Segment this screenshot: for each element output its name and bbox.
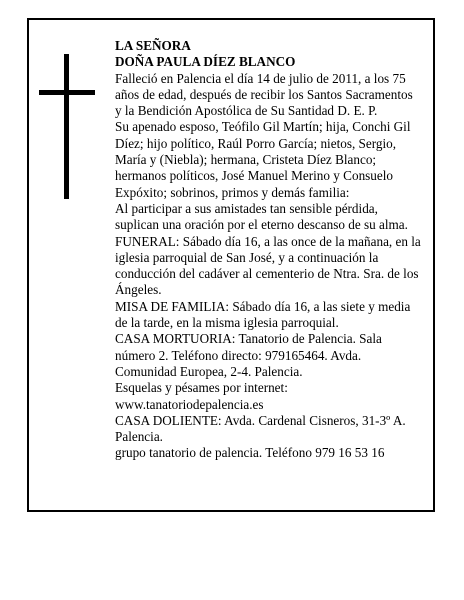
deceased-name: DOÑA PAULA DÍEZ BLANCO <box>115 54 296 70</box>
family-mass-paragraph: MISA DE FAMILIA: Sábado día 16, a las siete y media de la tarde, en la misma iglesia parroquial. <box>115 298 411 331</box>
mourning-house-paragraph: CASA DOLIENTE: Avda. Cardenal Cisneros, 31-3º A. Palencia. <box>115 412 406 445</box>
obituary-text <box>115 38 421 462</box>
death-paragraph: Falleció en Palencia el día 14 de julio de 2011, a los 75 años de edad, después de recibir los Santos Sacramentos y la Bendición Apostólica de Su Santidad D. E. P. <box>115 70 413 119</box>
mortuary-paragraph: CASA MORTUORIA: Tanatorio de Palencia. Sala número 2. Teléfono directo: 979165464. Avda. Comunidad Europea, 2-4. Palencia. <box>115 331 382 379</box>
title-line-1: LA SEÑORA <box>115 38 191 53</box>
condolences-paragraph: Esquelas y pésames por internet: www.tanatoriodepalencia.es <box>115 380 288 412</box>
footer-line: grupo tanatorio de palencia. Teléfono 979 16 53 16 <box>115 445 385 461</box>
funeral-paragraph: FUNERAL: Sábado día 16, a las once de la mañana, en la iglesia parroquial de San José, y a continuación la conducción del cadáver al cementerio de Ntra. Sra. de los Ángeles. <box>115 233 421 298</box>
cross-icon <box>39 54 95 199</box>
family-paragraph: Su apenado esposo, Teófilo Gil Martín; hija, Conchi Gil Díez; hijo político, Raúl Porro García; nietos, Sergio, María y (Niebla); hermana, Cristeta Díez Blanco; hermanos políticos, José Manuel Merino y Consuelo Expóxito; sobrinos, primos y demás familia: <box>115 119 411 200</box>
request-paragraph: Al participar a sus amistades tan sensible pérdida, suplican una oración por el eterno descanso de su alma. <box>115 200 408 233</box>
